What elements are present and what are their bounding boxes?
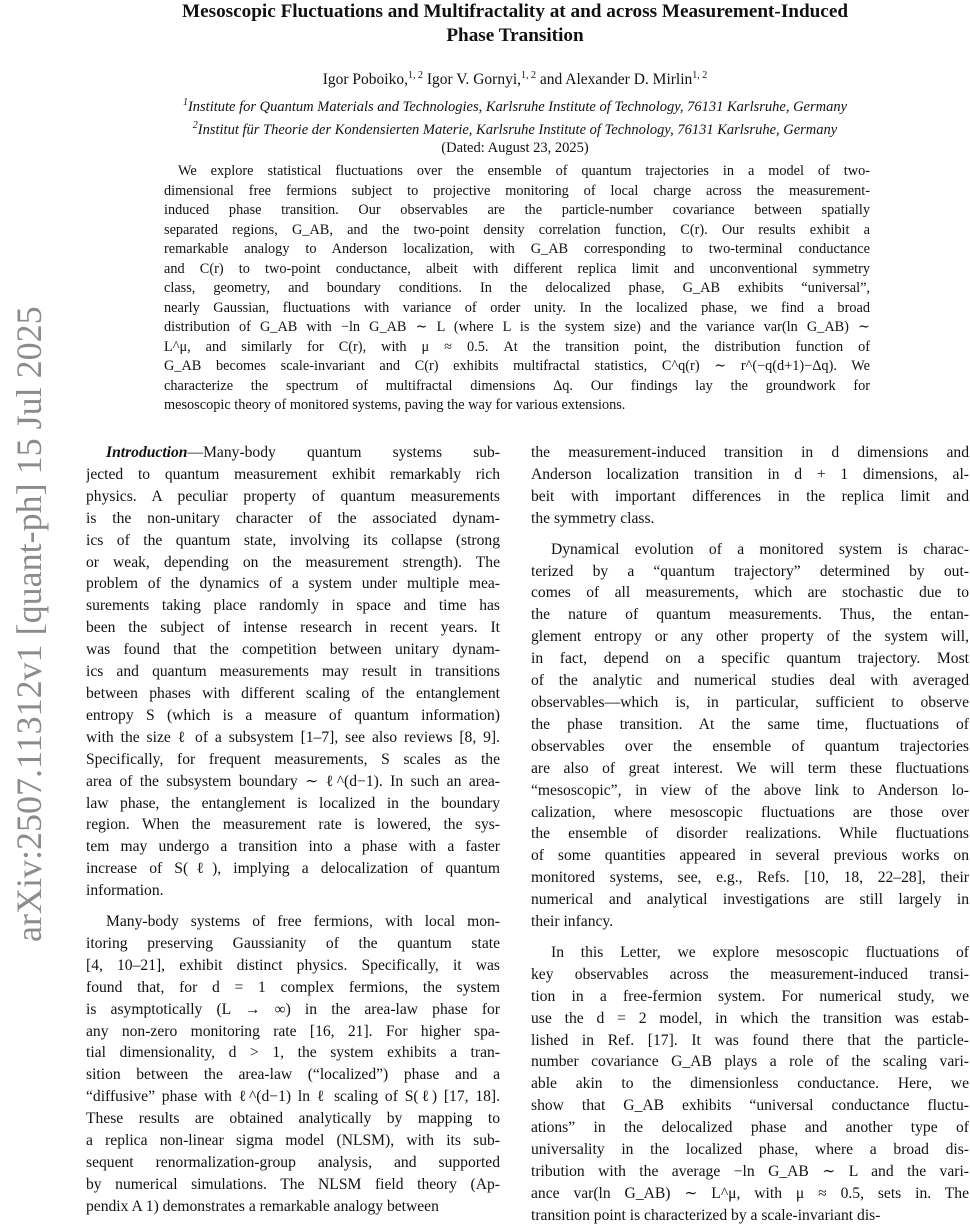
intro-paragraph-1-line: between phases with different scaling of the entanglement bbox=[86, 684, 500, 702]
continuation-paragraph-line: the measurement-induced transition in d dimensions and bbox=[531, 444, 969, 461]
abstract-line: nearly Gaussian, fluctuations with variance of order unity. In the localized phase, we find a broad bbox=[164, 299, 870, 316]
intro-paragraph-1-line: Specifically, for frequent measurements, S scales as the bbox=[86, 750, 500, 768]
title-line-2: Phase Transition bbox=[446, 24, 584, 46]
trajectory-paragraph-line: “mesoscopic”, in view of the above link to Anderson lo- bbox=[531, 781, 969, 799]
affiliation-2 bbox=[60, 117, 970, 140]
continuation-paragraph-line: beit with important differences in the replica limit and bbox=[531, 487, 969, 505]
trajectory-paragraph-line: the nature of quantum measurements. Thus, the entan- bbox=[531, 606, 969, 624]
intro-paragraph-2-line: found that, for d = 1 complex fermions, the system bbox=[86, 978, 500, 996]
affiliation-1-text: Institute for Quantum Materials and Technologies, Karlsruhe Institute of Technology, 76131 Karlsruhe, Germany bbox=[187, 99, 848, 115]
paragraph-gap bbox=[531, 530, 969, 539]
author-3: Alexander D. Mirlin bbox=[565, 71, 693, 88]
trajectory-paragraph-line: observables over the ensemble of quantum trajectories bbox=[531, 737, 969, 755]
abstract-line: induced phase transition. Our observables are the particle-number covariance between spatially bbox=[164, 202, 870, 218]
intro-paragraph-2-line: pendix A 1) demonstrates a remarkable analogy between bbox=[86, 1197, 439, 1215]
abstract-line: characterize the spectrum of multifractal dimensions Δq. Our findings lay the groundwork for bbox=[164, 377, 870, 394]
intro-paragraph-2 bbox=[86, 911, 500, 1218]
intro-paragraph-1-line: been the subject of intense research in recent years. It bbox=[86, 619, 500, 637]
this-letter-paragraph-line: ance var(ln G_AB) ∼ L^μ, with μ ≈ 0.5, sets in. The bbox=[531, 1184, 969, 1202]
intro-paragraph-1-line bbox=[86, 442, 500, 464]
this-letter-paragraph-line: tion in a free-fermion system. For numerical study, we bbox=[531, 987, 969, 1005]
paragraph-gap bbox=[86, 902, 500, 911]
intro-paragraph-1-line: or weak, depending on the measurement strength). The bbox=[86, 553, 500, 571]
trajectory-paragraph-line: calization, where mesoscopic fluctuations are those over bbox=[531, 803, 969, 821]
intro-paragraph-2-line: “diffusive” phase with ℓ^(d−1) ln ℓ scaling of S(ℓ) [17, 18]. bbox=[86, 1088, 500, 1106]
abstract-line: and C(r) to two-point conductance, albeit with different replica limit and unconventional symmetry bbox=[164, 260, 870, 277]
intro-paragraph-1-line: is the non-unitary character of the associated dynam- bbox=[86, 509, 500, 527]
abstract-line: remarkable analogy to Anderson localization, with G_AB corresponding to two-terminal conductance bbox=[164, 241, 870, 257]
intro-paragraph-1-line: was found that the competition between unitary dynam- bbox=[86, 641, 500, 659]
intro-paragraph-1-line: entropy S (which is a measure of quantum information) bbox=[86, 706, 500, 724]
intro-paragraph-1 bbox=[86, 442, 500, 902]
trajectory-paragraph-line: their infancy. bbox=[531, 913, 614, 931]
this-letter-paragraph-line: In this Letter, we explore mesoscopic fluctuations of bbox=[551, 943, 969, 961]
date-line: (Dated: August 23, 2025) bbox=[441, 140, 589, 156]
trajectory-paragraph-line: numerical and analytical investigations are still largely in bbox=[531, 891, 969, 909]
trajectory-paragraph-line: comes of all measurements, which are stochastic due to bbox=[531, 584, 969, 602]
abstract-line: separated regions, G_AB, and the two-point density correlation function, C(r). Our results exhibit a bbox=[164, 221, 870, 238]
intro-paragraph-1-line: ics of the quantum state, involving its collapse (strong bbox=[86, 531, 500, 549]
intro-paragraph-1-line: jected to quantum measurement exhibit remarkably rich bbox=[86, 465, 500, 483]
trajectory-paragraph-line: are also of great interest. We will term these fluctuations bbox=[531, 759, 969, 777]
abstract bbox=[164, 162, 870, 416]
this-letter-paragraph-line: universality in the localized phase, where a broad dis- bbox=[531, 1141, 969, 1159]
abstract-line: distribution of G_AB with −ln G_AB ∼ L (where L is the system size) and the variance var(ln G_AB) ∼ bbox=[164, 319, 870, 335]
trajectory-paragraph-line: terized by a “quantum trajectory” determined by out- bbox=[531, 562, 969, 580]
section-heading-introduction: Introduction bbox=[106, 444, 188, 461]
continuation-paragraph-line: the symmetry class. bbox=[531, 509, 655, 527]
this-letter-paragraph-line: able akin to the dimensionless conductance. Here, we bbox=[531, 1075, 969, 1093]
affiliation-1-number: 1 bbox=[182, 97, 188, 108]
author-1-affil: 1, 2 bbox=[407, 70, 423, 81]
intro-paragraph-2-line: any non-zero monitoring rate [16, 21]. For higher spa- bbox=[86, 1022, 500, 1040]
trajectory-paragraph-line: in fact, depend on a specific quantum trajectory. Most bbox=[531, 650, 969, 668]
abstract-line: We explore statistical fluctuations over the ensemble of quantum trajectories in a model of two- bbox=[178, 163, 870, 179]
trajectory-paragraph-line: Dynamical evolution of a monitored system is charac- bbox=[551, 540, 969, 558]
trajectory-paragraph-line: of the analytic and numerical studies deal with averaged bbox=[531, 672, 969, 690]
intro-paragraph-2-line: a replica non-linear sigma model (NLSM), with its sub- bbox=[86, 1132, 500, 1150]
intro-paragraph-2-line: is asymptotically (L → ∞) in the area-law phase for bbox=[86, 1000, 500, 1018]
trajectory-paragraph-line: observables—which is, in particular, sufficient to observe bbox=[531, 693, 969, 711]
author-2-affil: 1, 2 bbox=[521, 70, 536, 81]
intro-paragraph-1-line: physics. A peculiar property of quantum measurements bbox=[86, 487, 500, 505]
author-3-affil: 1, 2 bbox=[692, 70, 708, 81]
intro-paragraph-1-line: increase of S(ℓ), implying a delocalization of quantum bbox=[86, 860, 500, 878]
intro-paragraph-2-line: tial dimensionality, d > 1, the system exhibits a tran- bbox=[86, 1044, 500, 1062]
intro-paragraph-1-line: ics and quantum measurements may result in transitions bbox=[86, 663, 500, 681]
intro-paragraph-1-line: law phase, the entanglement is localized in the boundary bbox=[86, 794, 500, 812]
abstract-line: class, geometry, and boundary conditions. In the delocalized phase, G_AB exhibits “universal”, bbox=[164, 280, 870, 296]
author-list bbox=[60, 66, 970, 90]
affiliation-1 bbox=[60, 94, 970, 117]
abstract-line: dimensional free fermions subject to projective monitoring of local charge across the measurement- bbox=[164, 182, 870, 199]
intro-paragraph-2-line: by numerical simulations. The NLSM field theory (Ap- bbox=[86, 1175, 500, 1193]
trajectory-paragraph-line: the phase transition. At the same time, fluctuations of bbox=[531, 715, 969, 733]
paragraph-gap bbox=[531, 933, 969, 942]
intro-paragraph-2-line: sition between the area-law (“localized”) phase and a bbox=[86, 1066, 500, 1084]
author-conjunction: and bbox=[539, 71, 563, 88]
arxiv-side-stamp: arXiv:2507.11312v1 [quant-ph] 15 Jul 2025 bbox=[9, 306, 49, 942]
trajectory-paragraph-line: monitored systems, see, e.g., Refs. [10, 18, 22–28], their bbox=[531, 869, 969, 887]
abstract-line: mesoscopic theory of monitored systems, paving the way for various extensions. bbox=[164, 397, 626, 413]
this-letter-paragraph-line: key observables across the measurement-induced transi- bbox=[531, 965, 969, 983]
trajectory-paragraph bbox=[531, 539, 969, 933]
left-column bbox=[86, 442, 500, 1218]
trajectory-paragraph-line: of some quantities appeared in several previous works on bbox=[531, 847, 969, 865]
trajectory-paragraph-line: the ensemble of disorder realizations. While fluctuations bbox=[531, 825, 969, 843]
paper-title bbox=[60, 0, 970, 47]
affiliation-2-text: Institut für Theorie der Kondensierten Materie, Karlsruhe Institute of Technology, 76131 Karlsruhe, Germany bbox=[197, 121, 838, 138]
this-letter-paragraph-line: tribution with the average −ln G_AB ∼ L and the vari- bbox=[531, 1163, 969, 1180]
intro-paragraph-1-line: area of the subsystem boundary ∼ ℓ^(d−1). In such an area- bbox=[86, 772, 500, 790]
intro-paragraph-2-line: itoring preserving Gaussianity of the quantum state bbox=[86, 934, 500, 952]
abstract-line: G_AB becomes scale-invariant and C(r) exhibits multifractal statistics, C^q(r) ∼ r^(−q(d+1)−Δq). We bbox=[164, 358, 870, 374]
this-letter-paragraph-line: ations” in the delocalized phase and another type of bbox=[531, 1119, 969, 1137]
continuation-paragraph-line: Anderson localization transition in d + 1 dimensions, al- bbox=[531, 465, 969, 483]
author-1: Igor Poboiko, bbox=[322, 71, 408, 88]
this-letter-paragraph-line: lished in Ref. [17]. It was found there that the particle- bbox=[531, 1031, 969, 1049]
this-letter-paragraph bbox=[531, 942, 969, 1227]
affiliations bbox=[60, 94, 970, 158]
intro-paragraph-2-line: sequent renormalization-group analysis, and supported bbox=[86, 1154, 500, 1171]
author-2: Igor V. Gornyi, bbox=[426, 71, 521, 88]
affiliation-2-number: 2 bbox=[192, 119, 198, 131]
intro-paragraph-1-line: region. When the measurement rate is lowered, the sys- bbox=[86, 816, 500, 834]
intro-paragraph-1-line: tem may undergo a transition into a phase with a faster bbox=[86, 838, 500, 856]
this-letter-paragraph-line: use the d = 2 model, in which the transition was estab- bbox=[531, 1009, 969, 1027]
abstract-line: L^μ, and similarly for C(r), with μ ≈ 0.5. At the transition point, the distribution function of bbox=[164, 338, 870, 355]
intro-paragraph-2-line: These results are obtained analytically by mapping to bbox=[86, 1110, 500, 1128]
intro-paragraph-1-line: information. bbox=[86, 882, 164, 900]
continuation-paragraph bbox=[531, 442, 969, 530]
intro-paragraph-1-line: with the size ℓ of a subsystem [1–7], see also reviews [8, 9]. bbox=[86, 728, 500, 746]
title-line-1: Mesoscopic Fluctuations and Multifractality at and across Measurement-Induced bbox=[181, 1, 849, 22]
intro-paragraph-2-line: Many-body systems of free fermions, with local mon- bbox=[106, 913, 500, 931]
this-letter-paragraph-line: show that G_AB exhibits “universal conductance fluctu- bbox=[531, 1097, 969, 1115]
intro-paragraph-1-line: problem of the dynamics of a system under multiple mea- bbox=[86, 575, 500, 593]
intro-paragraph-1-line-text: —Many-body quantum systems sub- bbox=[187, 444, 500, 461]
this-letter-paragraph-line: transition point is characterized by a scale-invariant dis- bbox=[531, 1206, 881, 1224]
intro-paragraph-1-line: surements taking place randomly in space and time has bbox=[86, 597, 500, 615]
right-column bbox=[531, 442, 969, 1227]
this-letter-paragraph-line: number covariance G_AB plays a role of the scaling vari- bbox=[531, 1053, 969, 1071]
intro-paragraph-2-line: [4, 10–21], exhibit distinct physics. Specifically, it was bbox=[86, 956, 500, 974]
trajectory-paragraph-line: glement entropy or any other property of the system will, bbox=[531, 628, 969, 646]
